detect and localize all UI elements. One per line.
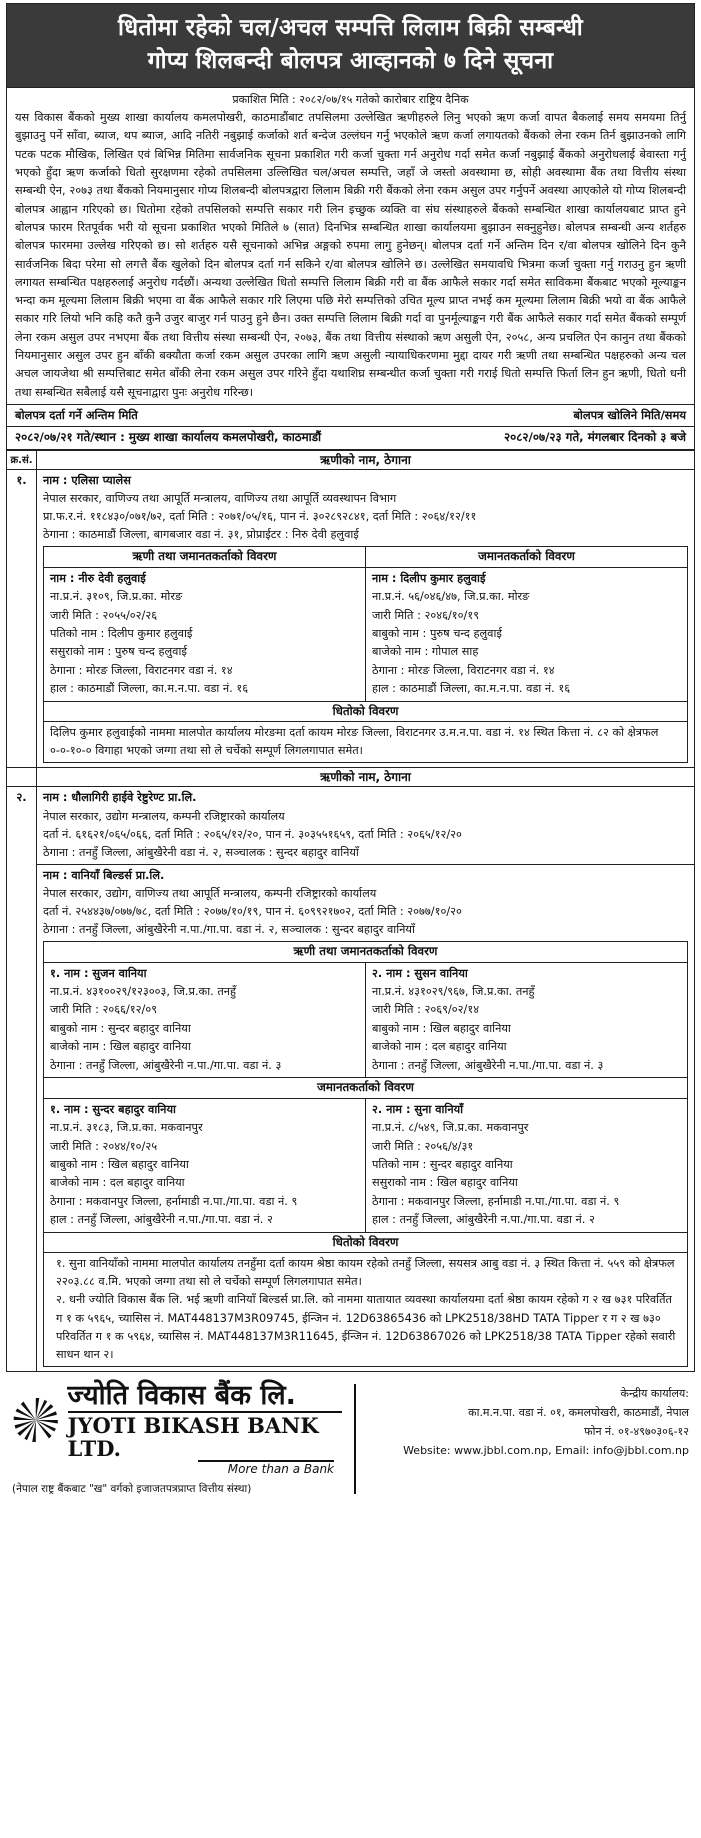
company-line: ठेगाना : तनहुँ जिल्ला, आंबुखैरेनी न.पा./गा.पा. वडा नं. २, सञ्चालक : सुन्दर बहादुर वानियाँ xyxy=(43,922,415,936)
body-paragraph: यस विकास बैंकको मुख्य शाखा कार्यालय कमलपोखरी, काठमाडौंबाट तपसिलमा उल्लेखित ऋणीहरुले लिनु भएको ऋण कर्जा वापत बैकलाई समय समयमा तिर्नु बुझाउनु पर्ने साँवा, ब्याज, थप ब्याज, आदि नतिरी नबुझाई कर्जाको शर्त बन्देज उल्लंघन गर्नु भएकोले ऋण कर्जा लगायतको बैंकको लेना रकम तिर्न बुझाउनको लागि पटक पटक मौखिक, लिखित एवं बिभिन्न मितिमा सार्वजनिक सूचना प्रकाशित गरी कर्जा चुक्ता गर्न अनुरोध गर्दा समेत कर्जा नबुझाई बैंकको अनुरोधलाई बेवास्ता गर्नु भएको हुँदा ऋण कर्जाको धितो सुरक्षणमा रहेको तपसिलमा उल्लिखित चल/अचल सम्पत्ति, जहाँ जे जस्तो अवस्थामा छ, सोही अवस्थामा बैंक तथा वित्तीय संस्था सम्बन्धी ऐन, २०७३ तथा बैंकको नियमानुसार गोप्य शिलबन्दी बोलपत्रद्वारा लिलाम बिक्री गरी बैंकको लेना रकम असुल उपर गर्नुपर्ने अवस्था आएकोले यो गोप्य शिलबन्दी बोलपत्र आह्वान गरिएको छ। धितोमा रहेको तपसिलको सम्पत्ति सकार गरी लिन इच्छुक व्यक्ति वा संघ संस्थाहरुले बैंकको सम्बन्धित शाखा कार्यालयबाट प्राप्त हुने बोलपत्र फारम रितपूर्वक भरी यो सूचना प्रकाशित भएको मितिले ७ (सात) दिनभित्र सम्बन्धित शाखा कार्यालयमा बुझाउन सक्नुहुनेछ। बोलपत्र सम्बन्धी अन्य शर्तहरु बोलपत्र फारममा उल्लेख गरिएको छ। सो शर्तहरु यसै सूचनाको अभिन्न अङ्गको रुपमा लागु हुनेछन्। बोलपत्र दर्ता गर्ने अन्तिम दिन र/वा बोलपत्र खोलिने दिन कुनै सार्वजनिक बिदा परेमा सो लगत्तै बैंक खुलेको दिन बोलपत्र दर्ता गर्न सकिने र/वा बोलपत्र खोलिने छ। उल्लेखित समयावधि भित्रमा कर्जा चुक्ता गर्नु गराउनु हुन ऋणी लगायत सम्बन्धित पक्षहरुलाई अनुरोध गर्दछौं। अन्यथा उल्लेखित धितो सम्पत्ति लिलाम बिक्री गरी वा बैंक आफैले सकार गर्दा समेत साविकमा बैंकबाट भएको मूल्याङ्कन भन्दा कम मूल्यमा लिलाम बिक्री भएमा वा बैंक आफैले सकार गरि लिएमा पछि मेरो सम्पत्तिको उचित मूल्य प्राप्त नभई कम मूल्यमा लिलाम बिक्री भयो वा बैंक आफैले सकार गरि लियो भनि कहि कतै कुनै उजुर बाजुर गर्न पाउनु हुने छैन। उक्त सम्पत्ति लिलाम बिक्री गर्दा वा पुनर्मूल्याङ्कन गरी बैंक आफैले सकार गर्दा समेत बैंकको सम्पूर्ण लेना रकम असुल उपर नभएमा बैंक तथा वित्तीय संस्था सम्बन्धी ऐन, २०७३, बैंक तथा वित्तीय संस्थाको ऋण असुली ऐन, २०५८, अन्य प्रचलित ऐन कानुन तथा बैंकको नियमानुसार असुल उपर हुन बाँकी बक्यौता कर्जा रकम असुल उपरका लागि ऋण असुली न्यायाधिकरणमा मुद्दा दायर गरी ऋणी तथा सम्बन्धित पक्षहरुको अन्य चल अचल जायजेथा श्री सम्पत्तिबाट समेत बाँकी लेना रकम असुल उपर गरिने हुँदा यथाशिघ्र सम्बन्धीत कर्जा चुक्ता गरी गराई धितो सम्पत्ति फिर्ता लिन हुन ऋणी, धितो धनी तथा सम्बन्धित सबैलाई यसै सूचनाद्वारा पुनः अनुरोध गरिन्छ। xyxy=(15,111,686,399)
guarantor-line: ना.प्र.नं. ४३१०२९/९६७, जि.प्र.का. तनहुँ xyxy=(372,985,535,999)
tagline: More than a Bank xyxy=(198,1460,334,1476)
company-line: नेपाल सरकार, उद्योग, वाणिज्य तथा आपूर्ति मन्त्रालय, कम्पनी रजिष्ट्रारको कार्यालय xyxy=(43,886,377,900)
guarantor-name: २. नाम : सुसन वानिया xyxy=(372,966,468,980)
office-address: का.म.न.पा. वडा नं. ०१, कमलपोखरी, काठमाडौं, नेपाल xyxy=(468,1405,689,1419)
guarantor-line: ना.प्र.नं. ३१०९, जि.प्र.का. मोरङ xyxy=(50,590,183,604)
guarantor-line: ठेगाना : मकवानपुर जिल्ला, हर्नामाडी न.पा./गा.पा. वडा नं. ९ xyxy=(50,1194,298,1208)
notice-intro xyxy=(6,88,695,404)
title-line-1: धितोमा रहेको चल/अचल सम्पत्ति लिलाम बिक्री सम्बन्धी xyxy=(118,15,583,41)
office-title: केन्द्रीय कार्यालय: xyxy=(620,1386,689,1400)
guarantor-line: ना.प्र.नं. ३१८३, जि.प्र.का. मकवानपुर xyxy=(50,1121,203,1135)
guarantor-line: बाजेको नाम : दल बहादुर वानिया xyxy=(50,1176,185,1190)
license-note: (नेपाल राष्ट्र बैंकबाट "ख" वर्गको इजाजतपत्रप्राप्त वित्तीय संस्था) xyxy=(12,1482,252,1495)
guarantor-line: हाल : काठमाडौं जिल्ला, का.म.न.पा. वडा नं. १६ xyxy=(50,682,249,696)
guarantor-head-left: ऋणी तथा जमानतकर्ताको विवरण xyxy=(132,549,277,564)
deadline-labels xyxy=(6,404,695,427)
published-line: प्रकाशित मिति : २०८२/०७/१५ गतेको कारोबार राष्ट्रिय दैनिक xyxy=(232,92,469,106)
entry-1-line: नेपाल सरकार, वाणिज्य तथा आपूर्ति मन्त्रालय, वाणिज्य तथा आपूर्ति व्यवस्थापन विभाग xyxy=(43,491,397,505)
guarantor-line: बाजेको नाम : दल बहादुर वानिया xyxy=(372,1040,507,1054)
company-line: ठेगाना : तनहुँ जिल्ला, आंबुखैरेनी वडा नं. २, सञ्चालक : सुन्दर बहादुर वानियाँ xyxy=(43,845,359,859)
borrower-header-2: ऋणीको नाम, ठेगाना xyxy=(37,768,695,787)
entry-2-company-2 xyxy=(37,865,694,941)
entry-1-guarantors xyxy=(43,546,688,763)
brand-name-english: JYOTI BIKASH BANK LTD. xyxy=(68,1411,342,1460)
guarantor-line: ठेगाना : तनहुँ जिल्ला, आंबुखैरेनी न.पा./गा.पा. वडा नं. ३ xyxy=(50,1058,282,1072)
entry-2-guarantor-row-1 xyxy=(44,963,687,1077)
sn-header: क्र.सं. xyxy=(7,450,37,469)
guarantor-line: ससुराको नाम : खिल बहादुर वानिया xyxy=(372,1176,518,1190)
guarantor-line: बाजेको नाम : गोपाल साह xyxy=(372,645,479,659)
entry-2-collateral xyxy=(44,1253,687,1365)
guarantor-line: पतिको नाम : सुन्दर बहादुर वानिया xyxy=(372,1158,513,1171)
guarantor-line: जारी मिति : २०४४/१०/२५ xyxy=(50,1139,158,1153)
guarantor-line: ठेगाना : मकवानपुर जिल्ला, हर्नामाडी न.पा./गा.पा. वडा नं. ९ xyxy=(372,1194,620,1208)
entry-1-collateral-head: धितोको विवरण xyxy=(44,701,687,723)
guarantor-head-right: जमानतकर्ताको विवरण xyxy=(365,547,687,567)
deadline-value-left: २०८२/०७/२१ गते/स्थान : मुख्य शाखा कार्यालय कमलपोखरी, काठमाडौं xyxy=(15,430,322,445)
company-line: दर्ता नं. २५४४३७/०७७/७८, दर्ता मिति : २०७७/१०/१९, पान नं. ६०९९२१७०२, दर्ता मिति : २०७७/१०/२० xyxy=(43,904,462,918)
brand-text xyxy=(68,1380,342,1460)
guarantor-name: नाम : नीरु देवी हलुवाई xyxy=(50,571,146,585)
borrower-table xyxy=(6,450,695,1372)
entry-1-guarantor-row xyxy=(44,568,687,701)
collateral-item: २. धनी ज्योति विकास बैंक लि. भई ऋणी वानियाँ बिल्डर्स प्रा.लि. को नाममा यातायात व्यवस्था कार्यालयमा दर्ता श्रेष्ठा कायम रहेको ग २ ख ७३१ परिवर्तित ग १ क ५९६५, च्यासिस नं. MAT448137M3R09745, ईन्जिन नं. 12D63865436 को LPK2518/38HD TATA Tipper र ग २ ख ७३० परिवर्तित ग १ क ५९६४, च्यासिस नं. MAT448137M3R11645, ईन्जिन नं. 12D63867026 को LPK2518/38 TATA Tipper रहेको सवारी साधन थान २। xyxy=(56,1293,676,1361)
brand-name-nepali: ज्योति विकास बैंक लि. xyxy=(67,1379,296,1411)
entry-1-guarantor-left xyxy=(44,568,365,701)
guarantor-line: बाबुको नाम : पुरुष चन्द हलुवाई xyxy=(372,627,502,641)
guarantor-line: पतिको नाम : दिलीप कुमार हलुवाई xyxy=(50,627,193,641)
entry-1-guarantor-right xyxy=(365,568,687,701)
entry-1-line: प्रा.फ.र.नं. ११८४३०/०७१/७२, दर्ता मिति : २०७१/०५/१६, पान नं. ३०२८९२८४१, दर्ता मिति : २०६४/१२/११ xyxy=(43,510,477,523)
company-line: दर्ता नं. ६१६२१/०६५/०६६, दर्ता मिति : २०६५/१२/२०, पान नं. ३०३५५१६५९, दर्ता मिति : २०६५/१२/२० xyxy=(43,827,462,841)
entry-2-g2-left xyxy=(44,1099,365,1232)
guarantor-line: ससुराको नाम : पुरुष चन्द हलुवाई xyxy=(50,645,187,659)
entry-2-guarantors xyxy=(43,941,688,1367)
bank-logo-icon xyxy=(12,1393,60,1447)
entry-1-guarantor-heads xyxy=(44,547,687,568)
table-header-row xyxy=(7,768,695,787)
entry-2-g2-right xyxy=(365,1099,687,1232)
office-phone: फोन नं. ०१-४९७०३०६-१२ xyxy=(584,1425,689,1439)
table-header-row xyxy=(7,450,695,469)
guarantor-line: जारी मिति : २०६९/०२/१४ xyxy=(372,1003,480,1017)
guarantor-line: ठेगाना : मोरङ जिल्ला, विराटनगर वडा नं. १४ xyxy=(372,663,555,677)
footer-divider xyxy=(354,1384,356,1494)
deadline-values xyxy=(6,427,695,450)
empty-cell xyxy=(7,768,37,787)
bank-brand xyxy=(12,1380,342,1498)
guarantor-line: ना.प्र.नं. ५६/०४६/४७, जि.प्र.का. मोरङ xyxy=(372,590,530,604)
entry-1-line: ठेगाना : काठमाडौं जिल्ला, बागबजार वडा नं. ३१, प्रोप्राईटर : निरु देवी हलुवाई xyxy=(43,528,359,542)
entry-2-company-1 xyxy=(37,787,694,863)
head-office xyxy=(368,1380,689,1498)
entry-1-collateral: दिलिप कुमार हलुवाईको नाममा मालपोत कार्यालय मोरङमा दर्ता कायम मोरङ जिल्ला, विराटनगर उ.म.न.पा. वडा नं. १४ स्थित कित्ता नं. ८२ को क्षेत्रफल ०-०-१०-० विगाहा भएको जग्गा तथा सो ले चर्चेको सम्पूर्ण लिगलगापात समेत। xyxy=(50,726,659,758)
entry-2-guarantor-head-2: जमानतकर्ताको विवरण xyxy=(44,1077,687,1099)
company-name: नाम : धौलागिरी हाईवे रेष्टुरेण्ट प्रा.लि. xyxy=(43,791,197,805)
guarantor-name: २. नाम : सुना वानियाँ xyxy=(372,1102,464,1116)
table-row xyxy=(7,469,695,768)
notice-title xyxy=(6,3,695,88)
tagline-wrap xyxy=(12,1460,342,1478)
entry-1-borrower xyxy=(37,470,694,546)
guarantor-line: ठेगाना : मोरङ जिल्ला, विराटनगर वडा नं. १४ xyxy=(50,663,233,677)
entry-2-guarantor-head-1: ऋणी तथा जमानतकर्ताको विवरण xyxy=(44,942,687,963)
entry-2-g1-right xyxy=(365,963,687,1077)
entry-2-sn: २. xyxy=(7,787,37,1371)
entry-2-guarantor-row-2 xyxy=(44,1099,687,1232)
guarantor-line: जारी मिति : २०५६/४/३१ xyxy=(372,1139,474,1153)
guarantor-line: बाबुको नाम : सुन्दर बहादुर वानिया xyxy=(50,1021,191,1035)
entry-1-sn: १. xyxy=(7,469,37,768)
guarantor-line: हाल : तनहुँ जिल्ला, आंबुखैरेनी न.पा./गा.पा. वडा नं. २ xyxy=(50,1213,273,1227)
guarantor-name: नाम : दिलीप कुमार हलुवाई xyxy=(372,571,486,585)
entry-1-content xyxy=(37,469,695,768)
guarantor-line: हाल : काठमाडौं जिल्ला, का.म.न.पा. वडा नं. १६ xyxy=(372,682,571,696)
guarantor-line: जारी मिति : २०६६/१२/०९ xyxy=(50,1003,158,1017)
entry-1-name: नाम : एलिसा प्यालेस xyxy=(43,473,131,487)
entry-2-g1-left xyxy=(44,963,365,1077)
guarantor-line: ना.प्र.नं. ४३१००२९/१२३००३, जि.प्र.का. तनहुँ xyxy=(50,985,237,999)
guarantor-line: बाबुको नाम : खिल बहादुर वानिया xyxy=(372,1021,511,1035)
collateral-item: १. सुना वानियाँको नाममा मालपोत कार्यालय तनहुँमा दर्ता कायम श्रेष्ठा कायम रहेको तनहुँ जिल्ला, सयसत्र आबु वडा नं. ३ स्थित कित्ता नं. ५५९ को क्षेत्रफल २२०३.८८ व.मि. भएको जग्गा तथा सो ले चर्चेको सम्पूर्ण लिगलगापात समेत। xyxy=(56,1257,675,1289)
title-line-2: गोप्य शिलबन्दी बोलपत्र आव्हानको ७ दिने सूचना xyxy=(147,48,554,75)
borrower-header-1: ऋणीको नाम, ठेगाना xyxy=(37,450,695,469)
guarantor-line: ठेगाना : तनहुँ जिल्ला, आंबुखैरेनी न.पा./गा.पा. वडा नं. ३ xyxy=(372,1058,604,1072)
company-name: नाम : वानियाँ बिल्डर्स प्रा.लि. xyxy=(43,868,165,882)
footer xyxy=(6,1380,695,1498)
guarantor-line: हाल : तनहुँ जिल्ला, आंबुखैरेनी न.पा./गा.पा. वडा नं. २ xyxy=(372,1213,595,1227)
office-web: Website: www.jbbl.com.np, Email: info@jbbl.com.np xyxy=(403,1444,689,1458)
guarantor-line: बाबुको नाम : खिल बहादुर वानिया xyxy=(50,1158,189,1171)
logo-row xyxy=(12,1380,342,1460)
table-row xyxy=(7,787,695,1371)
deadline-label-right: बोलपत्र खोलिने मिति/समय xyxy=(573,407,686,422)
guarantor-line: जारी मिति : २०४६/१०/१९ xyxy=(372,608,480,622)
guarantor-name: १. नाम : सुजन वानिया xyxy=(50,966,147,980)
company-line: नेपाल सरकार, उद्योग मन्त्रालय, कम्पनी रजिष्ट्रारको कार्यालय xyxy=(43,809,285,823)
deadline-value-right: २०८२/०७/२३ गते, मंगलबार दिनको ३ बजे xyxy=(504,430,686,445)
guarantor-line: बाजेको नाम : खिल बहादुर वानिया xyxy=(50,1040,191,1054)
entry-2-content xyxy=(37,787,695,1371)
guarantor-name: १. नाम : सुन्दर बहादुर वानिया xyxy=(50,1102,176,1116)
guarantor-line: जारी मिति : २०५५/०२/२६ xyxy=(50,608,158,622)
guarantor-line: ना.प्र.नं. ८/५४९, जि.प्र.का. मकवानपुर xyxy=(372,1121,529,1135)
entry-2-collateral-head: धितोको विवरण xyxy=(44,1232,687,1254)
notice-body xyxy=(15,109,686,402)
deadline-label-left: बोलपत्र दर्ता गर्ने अन्तिम मिति xyxy=(15,407,138,422)
